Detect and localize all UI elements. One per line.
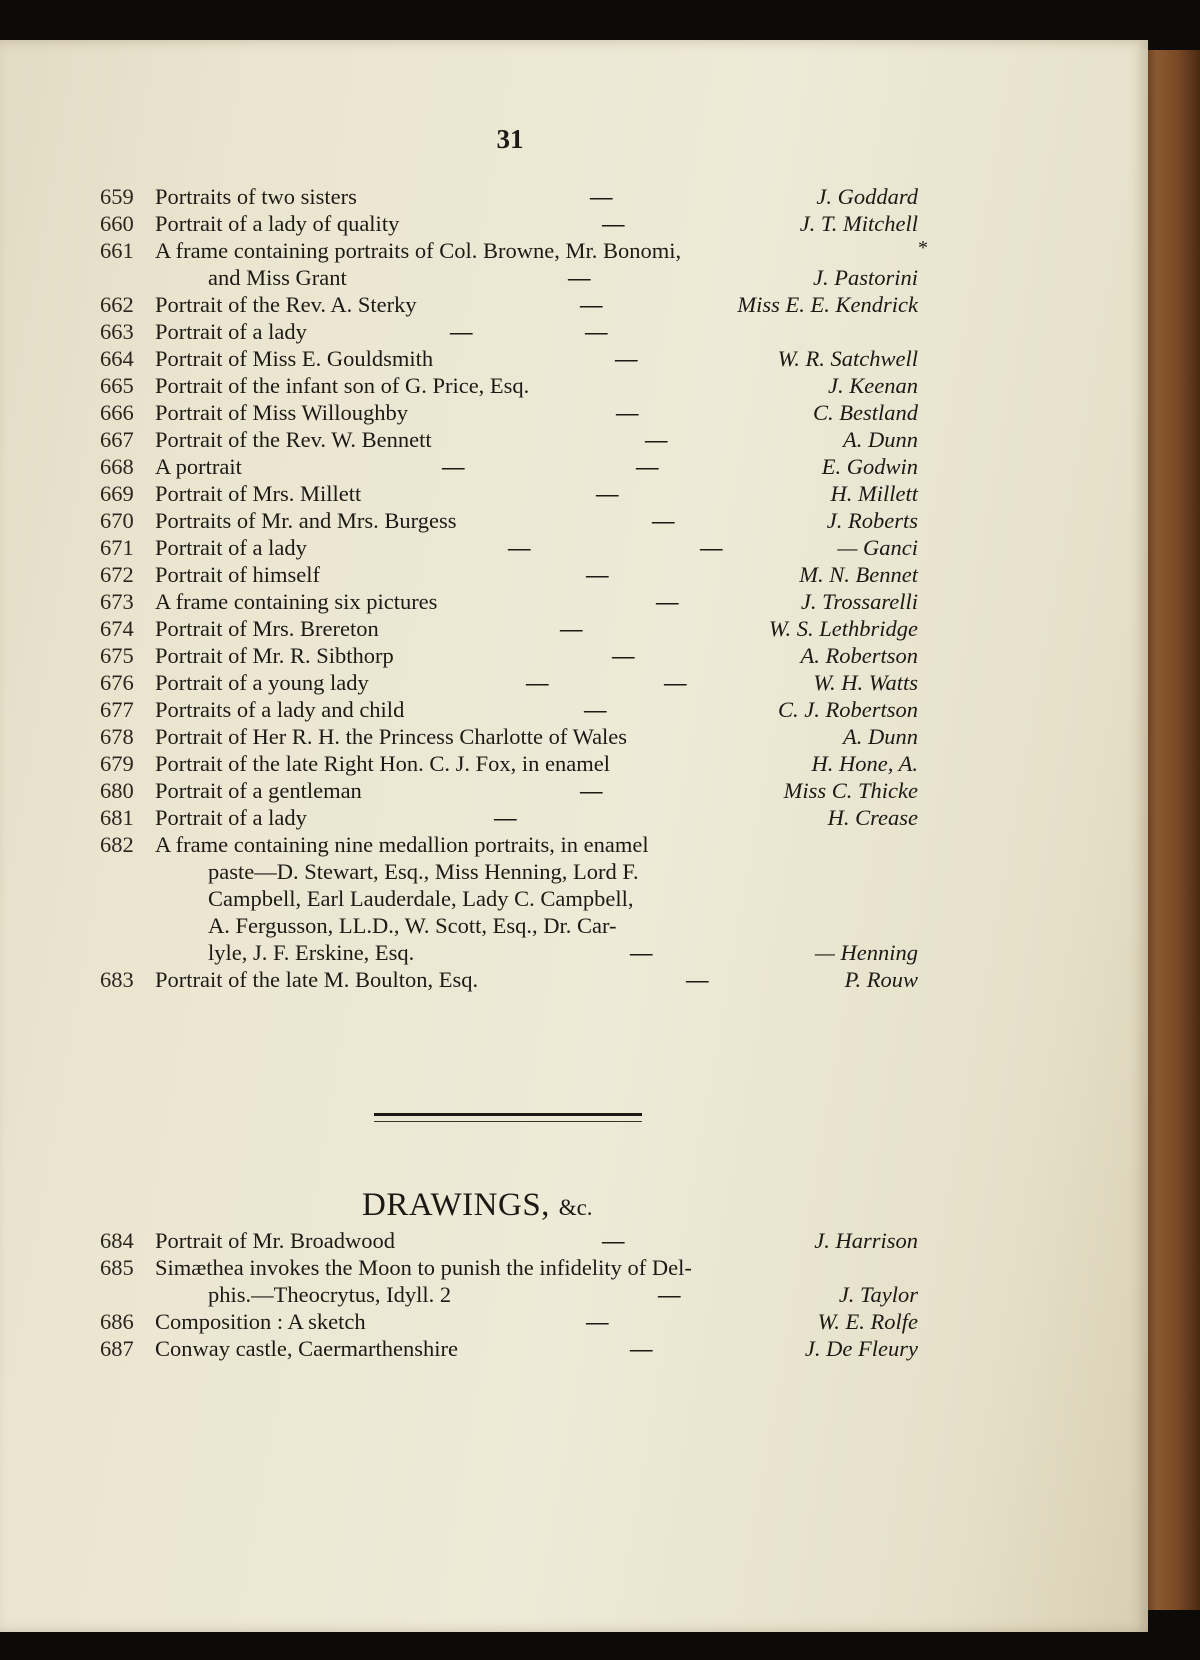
entry-title: Portrait of a lady of quality [155, 211, 400, 236]
entry-number: 659 [100, 184, 134, 209]
entry-row [0, 318, 1148, 345]
book-spine-edge [1142, 50, 1200, 1610]
section-heading-suffix: &c. [558, 1195, 593, 1220]
entry-title: phis.—Theocrytus, Idyll. 2 [208, 1282, 452, 1307]
entry-dash: — [656, 589, 678, 614]
entry-title: Portrait of Her R. H. the Princess Charlotte of Wales [155, 724, 628, 749]
entry-number: 670 [100, 508, 134, 533]
section-heading [362, 1187, 593, 1224]
entry-dash: — [602, 1228, 624, 1253]
entry-artist: H. Hone, A. [811, 751, 918, 776]
entry-dash: — [580, 292, 602, 317]
entry-row-continued [0, 939, 1148, 966]
entry-row [0, 723, 1148, 750]
entry-title: Portrait of Mr. Broadwood [155, 1228, 395, 1253]
entry-dash: — [450, 319, 472, 344]
entry-row [0, 291, 1148, 318]
entry-title: Portrait of Miss E. Gouldsmith [155, 346, 434, 371]
entry-artist: M. N. Bennet [799, 562, 918, 587]
entry-row [0, 1308, 1148, 1335]
entry-row [0, 561, 1148, 588]
entry-title: Portrait of Mr. R. Sibthorp [155, 643, 394, 668]
entry-dash: — [442, 454, 464, 479]
entry-dash: — [636, 454, 658, 479]
entry-title: Portrait of a gentleman [155, 778, 362, 803]
entry-dash: — [630, 940, 652, 965]
entry-artist: P. Rouw [844, 967, 918, 992]
entry-number: 668 [100, 454, 134, 479]
entry-number: 687 [100, 1336, 134, 1361]
entry-number: 682 [100, 832, 134, 857]
entry-artist: W. S. Lethbridge [768, 616, 918, 641]
entry-number: 674 [100, 616, 134, 641]
entry-dash: — [526, 670, 548, 695]
entry-number: 676 [100, 670, 134, 695]
entry-row [0, 426, 1148, 453]
entry-row [0, 507, 1148, 534]
entry-title: A frame containing six pictures [155, 589, 438, 614]
entry-title: Portraits of a lady and child [155, 697, 405, 722]
entry-number: 681 [100, 805, 134, 830]
entry-title: Conway castle, Caermarthenshire [155, 1336, 459, 1361]
entry-dash: — [612, 643, 634, 668]
entry-dash: — [658, 1282, 680, 1307]
entry-artist: J. De Fleury [804, 1336, 918, 1361]
entry-number: 679 [100, 751, 134, 776]
entry-dash: — [580, 778, 602, 803]
entry-number: 664 [100, 346, 134, 371]
entry-row [0, 453, 1148, 480]
page-number: 31 [496, 124, 524, 154]
entry-row [0, 183, 1148, 210]
entry-artist: H. Millett [830, 481, 918, 506]
entry-title: Portrait of a lady [155, 319, 307, 344]
entry-artist: Miss C. Thicke [783, 778, 918, 803]
section-divider-rule [374, 1113, 642, 1122]
entry-row [0, 399, 1148, 426]
entry-row [0, 966, 1148, 993]
entry-artist: H. Crease [827, 805, 918, 830]
entry-artist: J. Roberts [826, 508, 918, 533]
entry-title: A portrait [155, 454, 242, 479]
entry-artist: J. Goddard [816, 184, 918, 209]
entry-number: 686 [100, 1309, 134, 1334]
entry-row [0, 210, 1148, 237]
entry-number: 683 [100, 967, 134, 992]
entry-dash: — [560, 616, 582, 641]
entry-dash: — [686, 967, 708, 992]
entry-row [0, 804, 1148, 831]
entry-artist: C. J. Robertson [778, 697, 918, 722]
entry-number: 661 [100, 238, 134, 263]
entry-artist: W. R. Satchwell [777, 346, 918, 371]
entry-number: 669 [100, 481, 134, 506]
entry-title: Composition : A sketch [155, 1309, 366, 1334]
entry-title: Portrait of a lady [155, 805, 307, 830]
entry-number: 677 [100, 697, 134, 722]
entry-row [0, 372, 1148, 399]
entry-dash: — [508, 535, 530, 560]
entry-row [0, 696, 1148, 723]
entry-title: Portrait of the Rev. W. Bennett [155, 427, 432, 452]
entry-title: A. Fergusson, LL.D., W. Scott, Esq., Dr. Car- [208, 913, 617, 938]
entry-number: 678 [100, 724, 134, 749]
entry-dash: — [586, 1309, 608, 1334]
entry-title: A frame containing nine medallion portraits, in enamel [155, 832, 649, 857]
entry-number: 671 [100, 535, 134, 560]
entry-row-continued [0, 1281, 1148, 1308]
entry-dash: — [700, 535, 722, 560]
entry-artist: A. Dunn [843, 427, 918, 452]
entry-title: Portrait of the late M. Boulton, Esq. [155, 967, 479, 992]
entry-dash: — [568, 265, 590, 290]
entry-row-continued [0, 858, 1148, 885]
catalogue-page [0, 40, 1148, 1632]
entry-artist: J. Keenan [828, 373, 918, 398]
entry-title: and Miss Grant [208, 265, 347, 290]
entry-row [0, 831, 1148, 858]
entry-number: 672 [100, 562, 134, 587]
entry-number: 662 [100, 292, 134, 317]
entry-row [0, 777, 1148, 804]
entry-title: Campbell, Earl Lauderdale, Lady C. Campbell, [208, 886, 634, 911]
asterisk-mark: * [918, 237, 928, 259]
entry-artist: — Henning [814, 940, 918, 965]
entry-artist: W. H. Watts [813, 670, 918, 695]
entry-title: Portrait of a lady [155, 535, 307, 560]
entry-number: 667 [100, 427, 134, 452]
entry-row [0, 588, 1148, 615]
entry-artist: C. Bestland [813, 400, 918, 425]
entry-dash: — [664, 670, 686, 695]
entry-dash: — [616, 400, 638, 425]
entry-title: lyle, J. F. Erskine, Esq. [208, 940, 415, 965]
entry-artist: J. Taylor [838, 1282, 918, 1307]
entry-title: paste—D. Stewart, Esq., Miss Henning, Lord F. [208, 859, 639, 884]
entry-dash: — [596, 481, 618, 506]
entry-title: Portrait of Mrs. Millett [155, 481, 362, 506]
entry-row-continued [0, 264, 1148, 291]
entry-title: Portrait of himself [155, 562, 320, 587]
entry-dash: — [630, 1336, 652, 1361]
entry-number: 666 [100, 400, 134, 425]
entry-number: 685 [100, 1255, 134, 1280]
entry-row [0, 534, 1148, 561]
entry-title: A frame containing portraits of Col. Browne, Mr. Bonomi, [155, 238, 682, 263]
entry-title: Portraits of Mr. and Mrs. Burgess [155, 508, 457, 533]
entry-row-continued [0, 885, 1148, 912]
entry-dash: — [615, 346, 637, 371]
entry-dash: — [585, 319, 607, 344]
entry-artist: — Ganci [837, 535, 918, 560]
entry-number: 680 [100, 778, 134, 803]
entry-row [0, 237, 1148, 264]
entry-number: 684 [100, 1228, 134, 1253]
entry-row [0, 615, 1148, 642]
entry-dash: — [645, 427, 667, 452]
entry-row [0, 345, 1148, 372]
entry-dash: — [590, 184, 612, 209]
entry-title: Portrait of a young lady [155, 670, 369, 695]
entry-title: Portrait of the late Right Hon. C. J. Fox, in enamel [155, 751, 610, 776]
entry-number: 673 [100, 589, 134, 614]
entry-artist: Miss E. E. Kendrick [737, 292, 918, 317]
entry-title: Portrait of the infant son of G. Price, Esq. [155, 373, 530, 398]
entry-dash: — [584, 697, 606, 722]
entry-title: Portrait of Mrs. Brereton [155, 616, 379, 641]
entry-artist: E. Godwin [821, 454, 918, 479]
entry-title: Simæthea invokes the Moon to punish the infidelity of Del- [155, 1255, 692, 1280]
entry-row [0, 480, 1148, 507]
entry-row [0, 642, 1148, 669]
entry-row [0, 1227, 1148, 1254]
entry-artist: W. E. Rolfe [817, 1309, 918, 1334]
entry-number: 663 [100, 319, 134, 344]
section-heading-text: DRAWINGS, [362, 1187, 550, 1223]
entry-row [0, 1254, 1148, 1281]
entry-artist: J. Pastorini [813, 265, 918, 290]
entry-title: Portrait of Miss Willoughby [155, 400, 409, 425]
entry-number: 660 [100, 211, 134, 236]
entry-dash: — [652, 508, 674, 533]
entry-artist: J. Trossarelli [800, 589, 918, 614]
entry-dash: — [494, 805, 516, 830]
entry-row [0, 750, 1148, 777]
entry-dash: — [602, 211, 624, 236]
entry-row [0, 669, 1148, 696]
entry-row-continued [0, 912, 1148, 939]
entry-dash: — [586, 562, 608, 587]
entry-number: 665 [100, 373, 134, 398]
entry-artist: A. Dunn [843, 724, 918, 749]
entry-number: 675 [100, 643, 134, 668]
entry-artist: J. Harrison [814, 1228, 918, 1253]
entry-title: Portrait of the Rev. A. Sterky [155, 292, 417, 317]
entry-title: Portraits of two sisters [155, 184, 357, 209]
entry-row [0, 1335, 1148, 1362]
entry-artist: J. T. Mitchell [799, 211, 918, 236]
entry-artist: A. Robertson [800, 643, 918, 668]
